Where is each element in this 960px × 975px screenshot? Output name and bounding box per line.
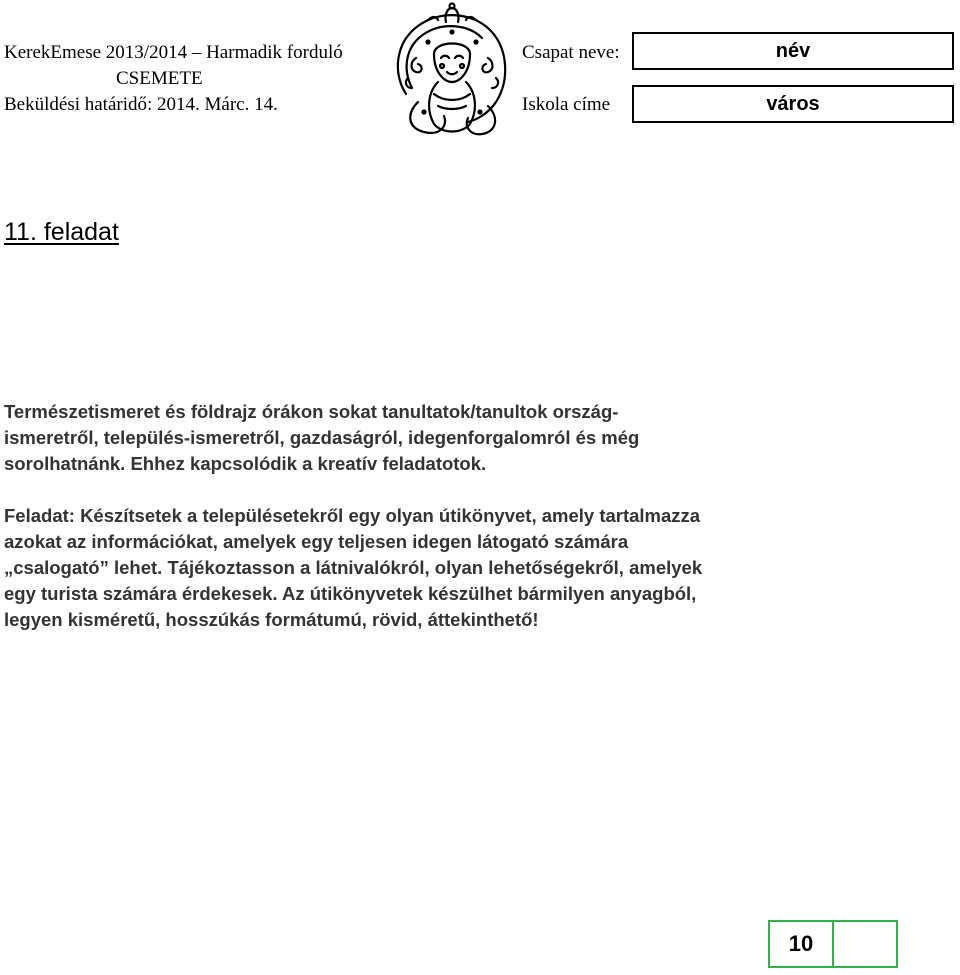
- task-line: azokat az információkat, amelyek egy teljesen idegen látogató számára: [4, 531, 629, 552]
- intro-line: sorolhatnánk. Ehhez kapcsolódik a kreatív feladatotok.: [4, 453, 487, 474]
- intro-line: ismeretről, település-ismeretről, gazdaságról, idegenforgalomról és még: [4, 427, 640, 448]
- team-code: CSEMETE: [116, 68, 203, 89]
- kerekemese-logo-icon: [388, 2, 516, 138]
- school-address-label: Iskola címe: [522, 94, 611, 115]
- team-name-field[interactable]: név: [632, 32, 954, 70]
- earned-points-field[interactable]: [832, 922, 896, 966]
- max-points: 10: [788, 931, 814, 956]
- score-box: [768, 920, 898, 968]
- task-line: Feladat: Készítsetek a településetekről egy olyan útikönyvet, amely tartalmazza: [4, 505, 701, 526]
- competition-title: KerekEmese 2013/2014 – Harmadik forduló: [4, 42, 343, 63]
- task-line: legyen kisméretű, hosszúkás formátumú, rövid, áttekinthető!: [4, 609, 539, 630]
- task-description: [4, 503, 854, 633]
- team-name-label: Csapat neve:: [522, 42, 620, 63]
- intro-line: Természetismeret és földrajz órákon sokat tanultatok/tanultok ország-: [4, 401, 619, 422]
- deadline: Beküldési határidő: 2014. Márc. 14.: [4, 94, 278, 115]
- intro-paragraph: [4, 399, 854, 477]
- task-title: 11. feladat: [4, 218, 119, 246]
- task-line: egy turista számára érdekesek. Az útikönyvetek készülhet bármilyen anyagból,: [4, 583, 697, 604]
- task-line: „csalogató” lehet. Tájékoztasson a látnivalókról, olyan lehetőségekről, amelyek: [4, 557, 703, 578]
- school-address-field[interactable]: város: [632, 85, 954, 123]
